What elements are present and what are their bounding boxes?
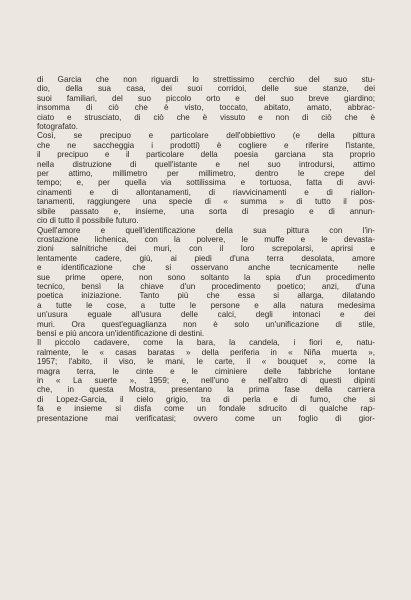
text-line: cinamenti e di allontanamenti, di riavvicinamenti e di riallon-	[37, 187, 375, 197]
text-line: tecnico, bensì la chiave d'un procedimento poetico; anzi, d'una	[37, 281, 375, 291]
text-line: Così, se precipuo e particolare dell'obbiettivo (e della pittura	[37, 131, 375, 141]
text-line: nella distruzione di quell'istante e nel suo introdursi, attimo	[37, 159, 375, 169]
text-line: tanamenti, raggiungere una specie di « summa » di tutto il pos-	[37, 197, 375, 207]
text-line: per attimo, millimetro per millimetro, dentro le crepe del	[37, 169, 375, 179]
text-line: a tutte le cose, a tutte le persone e alla natura medesima	[37, 300, 375, 310]
text-line: zioni salnitriche dei muri, con il loro screpolarsi, aprirsi e	[37, 244, 375, 254]
text-line: lentamente cadere, giù, ai piedi d'una terra desolata, amore	[37, 253, 375, 263]
text-line: che ne saccheggia i prodotti) è cogliere e riferire l'istante,	[37, 140, 375, 150]
paragraph	[37, 338, 375, 423]
text-line: e identificazione che si osservano anche tecnicamente nelle	[37, 263, 375, 273]
text-line: di Lopez-Garcia, il cielo grigio, tra di perla e di fumo, che si	[37, 394, 375, 404]
text-line: Quell'amore e quell'identificazione della sua pittura con l'in-	[37, 225, 375, 235]
text-line: sibile passato e, insieme, una sorta di presagio e di annun-	[37, 206, 375, 216]
text-line: cio di tutto il possibile futuro.	[37, 216, 139, 226]
text-line: di Garcia che non riguardi lo strettissimo cerchio del suo stu-	[37, 75, 375, 84]
paragraph	[37, 226, 375, 339]
text-line: insomma di ciò che è visto, toccato, abitato, amato, abbrac-	[37, 103, 375, 113]
text-line: dio, della sua casa, dei suoi corridoi, delle sue stanze, dei	[37, 84, 375, 94]
text-line: ralmente, le « casas baratas » della periferia in « Niña muerta »,	[37, 347, 375, 357]
text-line: in « La suerte », 1959; e, nell'uno e nell'altro di questi dipinti	[37, 376, 375, 385]
text-line: che, in questa Mostra, presentano la prima fase della carriera	[37, 385, 375, 395]
text-line: un'usura eguale all'usura delle calci, degli intonaci e dei	[37, 310, 375, 320]
text-line: muri. Ora quest'eguaglianza non è solo un'unificazione di stile,	[37, 319, 375, 329]
text-line: poetica iniziazione. Tanto più che essa si allarga, dilatando	[37, 291, 375, 301]
paragraph	[37, 131, 375, 225]
text-line: tempo; e, per quella via sottilissima e tortuosa, fatta di avvi-	[37, 178, 375, 188]
text-line: ciato e strusciato, di ciò che è vissuto e non di ciò che è	[37, 112, 375, 122]
text-line: 1957; l'abito, il viso, le mani, le carte, il « bouquet », come la	[37, 357, 375, 367]
paragraph	[37, 75, 375, 131]
text-line: crostazione lichenica, con la polvere, le muffe e le devasta-	[37, 234, 375, 244]
text-line: presentazione mai verificatasi; ovvero come un foglio di gior-	[37, 413, 375, 423]
text-line: magra terra, le cinte e le ciminiere delle fabbriche lontane	[37, 366, 375, 376]
text-line: fotografato.	[37, 122, 78, 132]
text-line: il precipuo e il particolare della poesia garciana sta proprio	[37, 150, 375, 160]
text-line: bensì e più ancora un'identificazione di destini.	[37, 328, 205, 338]
body-text	[37, 75, 375, 423]
text-line: Il piccolo cadavere, come la bara, la candela, i fiori e, natu-	[37, 338, 375, 348]
text-line: fa e insieme si disfa come un fondale sdrucito di qualche rap-	[37, 404, 375, 414]
text-line: suoi familiari, del suo piccolo orto e del suo breve giardino;	[37, 93, 375, 103]
text-line: sue prime opere, non sono soltanto la spia d'un procedimento	[37, 272, 375, 282]
